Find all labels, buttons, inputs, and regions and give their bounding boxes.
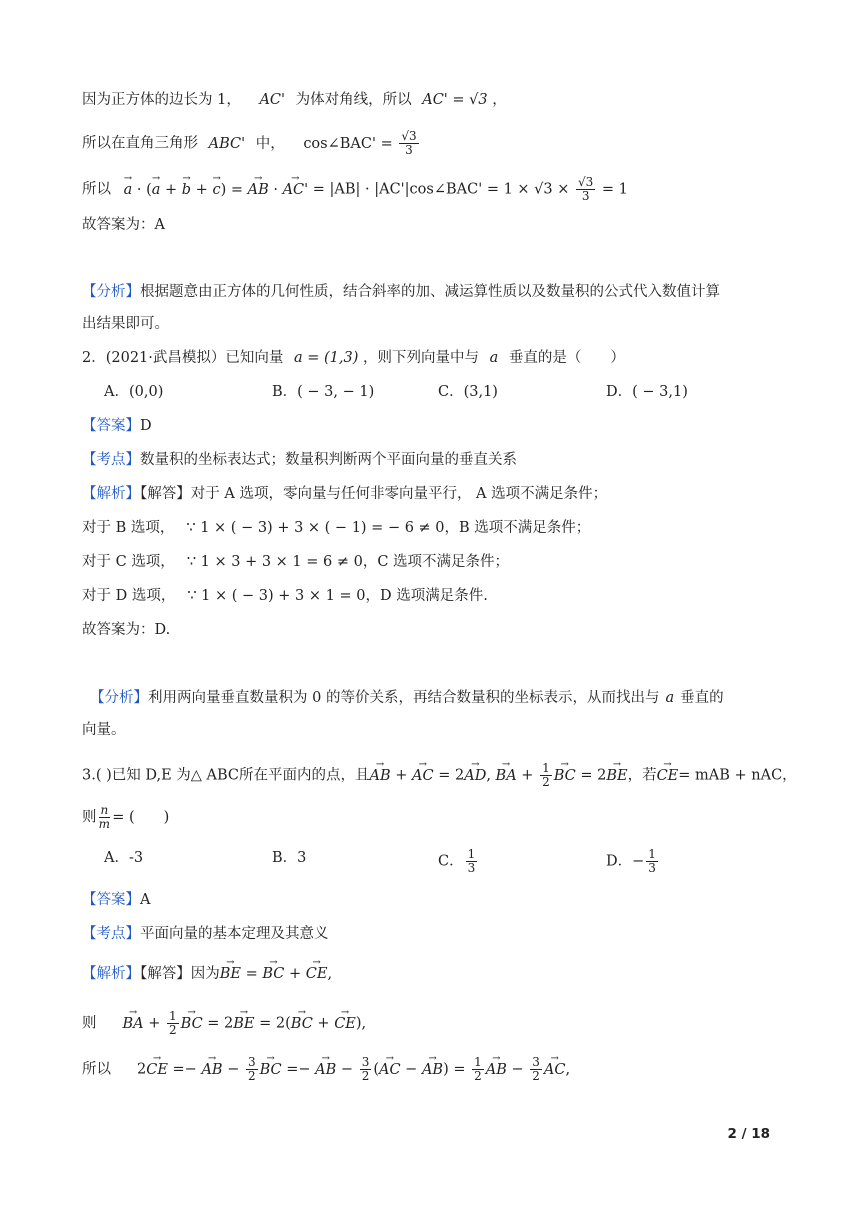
solution-line: 对于 B 选项， ∵ 1 × ( − 3) + 3 × ( − 1) = − 6 ≠ 0，B 选项不满足条件；: [82, 520, 591, 536]
math: AC' = √3: [422, 92, 488, 108]
math: ABC': [208, 135, 246, 152]
text: 所以: [82, 181, 111, 198]
option-b: B．( − 3, − 1): [272, 384, 375, 400]
option-c: C． $\frac{1}{3}$: [438, 847, 476, 875]
tag-analysis: 【分析】: [82, 284, 140, 300]
question-2: 2．(2021·武昌模拟）已知向量 a = (1,3) ，则下列向量中与 a 垂直的是（ ）: [82, 350, 625, 366]
text: 所以在直角三角形: [82, 135, 198, 152]
answer-line: 故答案为：A: [82, 217, 165, 233]
option-a: A．-3: [104, 850, 144, 866]
solution-line: 所以 2→ CE =− → AB − $\frac{3}{2}$ → BC =− → AB − $\frac{3}{2}$ (→ AC − → AB) = $\frac{1}{2}$ → AB − $\frac{3}{2}$ → AC,: [82, 1056, 570, 1083]
analysis-line: [82, 282, 720, 302]
text-line: 向量。: [82, 722, 126, 738]
text: 2．(2021·武昌模拟）已知向量: [82, 350, 284, 366]
math: AC': [259, 92, 286, 108]
analysis-line: 【分析】利用两向量垂直数量积为 0 的等价关系，再结合数量积的坐标表示，从而找出与 a 垂直的: [90, 690, 724, 706]
question-3: 3.( )已知 D,E 为△ ABC所在平面内的点，且→ AB + → AC = 2→ AD, → BA + $\frac{1}{2}$ → BC = 2→ BE，若→ CE= mAB + nAC，: [82, 762, 797, 789]
page-number: 2 / 18: [727, 1126, 770, 1142]
solution-line: 【解析】【解答】因为→ BE = → BC + → CE,: [82, 964, 332, 984]
solution-line: 则→ BA + $\frac{1}{2}$ → BC = 2→ BE = 2(→ BC + → CE),: [82, 1010, 366, 1037]
vector-expr: → a · (→ a + → b + → c) = → AB · → AC': [124, 182, 309, 198]
text: ，: [492, 92, 507, 108]
fraction: $\frac{√3}{3}$: [401, 129, 417, 157]
text: 根据题意由正方体的几何性质，结合斜率的加、减运算性质以及数量积的公式代入数值计算: [140, 284, 720, 300]
text-line: [82, 90, 507, 110]
option-a: A．(0,0): [104, 384, 164, 400]
text: 中，: [255, 135, 285, 152]
knowledge-point: 【考点】平面向量的基本定理及其意义: [82, 926, 329, 942]
text-line: [82, 176, 628, 203]
knowledge-point: 【考点】数量积的坐标表达式；数量积判断两个平面向量的垂直关系: [82, 452, 517, 468]
text-line: [82, 130, 421, 157]
option-b: B．3: [272, 850, 307, 866]
answer: 【答案】D: [82, 418, 152, 434]
option-d: D．− $\frac{1}{3}$: [606, 847, 656, 875]
answer: 【答案】A: [82, 892, 151, 908]
math: = |AB| · |AC'|cos∠BAC' = 1 × √3 ×: [312, 181, 570, 198]
text: 因为正方体的边长为 1，: [82, 92, 241, 108]
solution-line: 对于 C 选项， ∵ 1 × 3 + 3 × 1 = 6 ≠ 0，C 选项不满足条件；: [82, 554, 510, 570]
option-d: D．( − 3,1): [606, 384, 688, 400]
question-3-line-2: 则 $\frac{n}{m}$ = ( ): [82, 803, 170, 831]
solution-line: 【解析】【解答】对于 A 选项，零向量与任何非零向量平行， A 选项不满足条件；: [82, 486, 608, 502]
math: = 1: [601, 181, 628, 198]
solution-line: 对于 D 选项， ∵ 1 × ( − 3) + 3 × 1 = 0，D 选项满足条件.: [82, 588, 488, 604]
text: 3.( )已知 D,E 为△ ABC所在平面内的点，且: [82, 767, 370, 784]
text: ，则下列向量中与: [363, 350, 480, 366]
text-line: 出结果即可。: [82, 316, 169, 332]
text: 垂直的是（ ）: [508, 350, 625, 366]
answer-line: 故答案为：D.: [82, 622, 171, 638]
math: cos∠BAC' =: [303, 135, 393, 152]
text: 为体对角线，所以: [295, 92, 412, 108]
fraction: $\frac{√3}{3}$: [578, 175, 594, 203]
option-c: C．(3,1): [438, 384, 498, 400]
math: a = (1,3): [294, 350, 359, 366]
